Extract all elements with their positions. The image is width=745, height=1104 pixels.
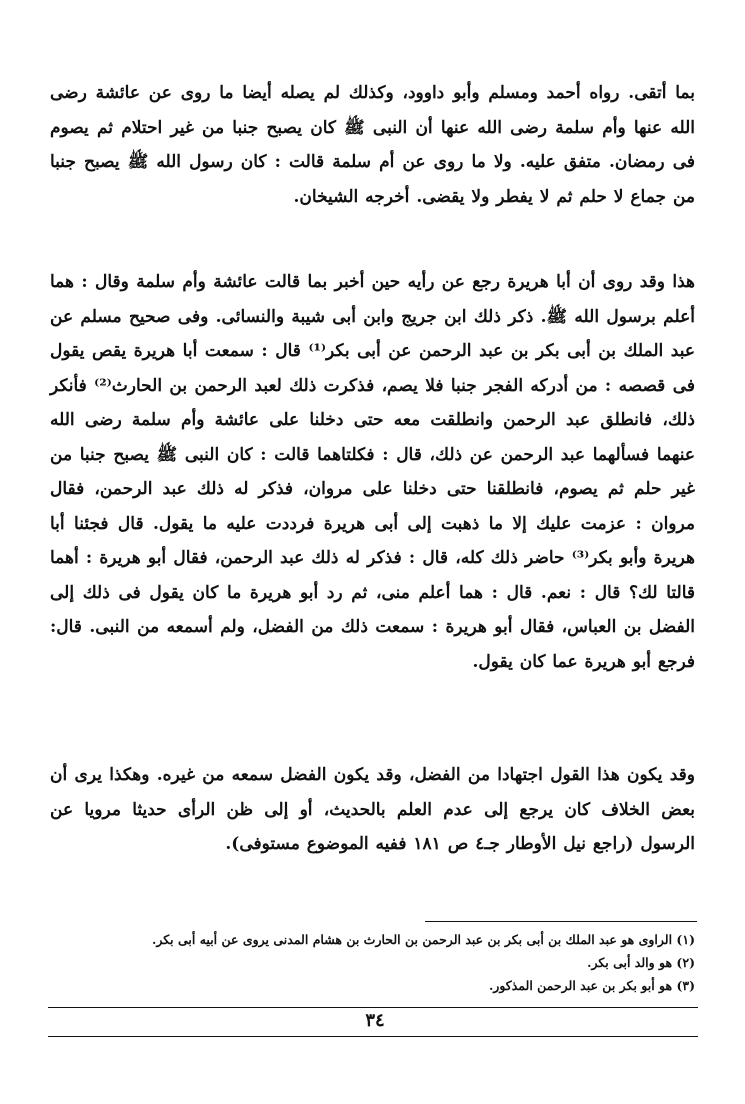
- page-number-rule-bottom: [48, 1036, 698, 1037]
- footnote-1: (١) الراوى هو عبد الملك بن أبى بكر بن عبد الرحمن بن الحارث بن هشام المدنى يروى عن أبيه أبى بكر.: [152, 932, 695, 947]
- paragraph-2: هذا وقد روى أن أبا هريرة رجع عن رأيه حين أخبر بما قالت عائشة وأم سلمة وقال : هما أعلم برسول الله ﷺ. ذكر ذلك ابن جريج وابن أبى شيبة والنسائى. وفى صحيح مسلم عن عبد الملك بن أبى بكر بن عبد الرحمن عن أبى بكر⁽¹⁾ قال : سمعت أبا هريرة يقص يقول فى قصصه : من أدركه الفجر جنبا فلا يصم، فذكرت ذلك لعبد الرحمن بن الحارث⁽²⁾ فأنكر ذلك، فانطلق عبد الرحمن وانطلقت معه حتى دخلنا على عائشة وأم سلمة رضى الله عنهما فسألهما عبد الرحمن عن ذلك، قال : فكلتاهما قالت : كان النبى ﷺ يصبح جنبا من غير حلم ثم يصوم، فانطلقنا حتى دخلنا على مروان، فذكر له ذلك عبد الرحمن، فقال مروان : عزمت عليك إلا ما ذهبت إلى أبى هريرة فرددت عليه ما يقول. قال فجئنا أبا هريرة وأبو بكر⁽³⁾ حاضر ذلك كله، قال : فذكر له ذلك عبد الرحمن، فقال أبو هريرة : أهما قالتا لك؟ قال : نعم. قال : هما أعلم منى، ثم رد أبو هريرة ما كان يقول فى ذلك إلى الفضل بن العباس، فقال أبو هريرة : سمعت ذلك من الفضل، ولم أسمعه من النبى. قال: فرجع أبو هريرة عما كان يقول.: [50, 272, 696, 672]
- footnote-2: (٢) هو والد أبى بكر.: [587, 955, 695, 970]
- paragraph-3: وقد يكون هذا القول اجتهادا من الفضل، وقد يكون الفضل سمعه من غيره. وهكذا يرى أن بعض الخلاف كان يرجع إلى عدم العلم بالحديث، أو إلى ظن الرأى حديثا مرويا عن الرسول (راجع نيل الأوطار جـ٤ ص ١٨١ ففيه الموضوع مستوفى).: [50, 765, 695, 854]
- footnotes: [50, 928, 695, 997]
- page-number-rule-top: [48, 1007, 698, 1008]
- page-number: ٣٤: [365, 1010, 385, 1031]
- footnote-3: (٣) هو أبو بكر بن عبد الرحمن المذكور.: [488, 978, 695, 993]
- footnote-separator: [425, 921, 697, 922]
- paragraph-1: بما أتقى. رواه أحمد ومسلم وأبو داوود، وكذلك لم يصله أيضا ما روى عن عائشة رضى الله عنها وأم سلمة رضى الله عنها أن النبى ﷺ كان يصبح جنبا من غير احتلام ثم يصوم فى رمضان. متفق عليه. ولا ما روى عن أم سلمة قالت : كان رسول الله ﷺ يصبح جنبا من جماع لا حلم ثم لا يفطر ولا يقضى. أخرجه الشيخان.: [50, 83, 695, 207]
